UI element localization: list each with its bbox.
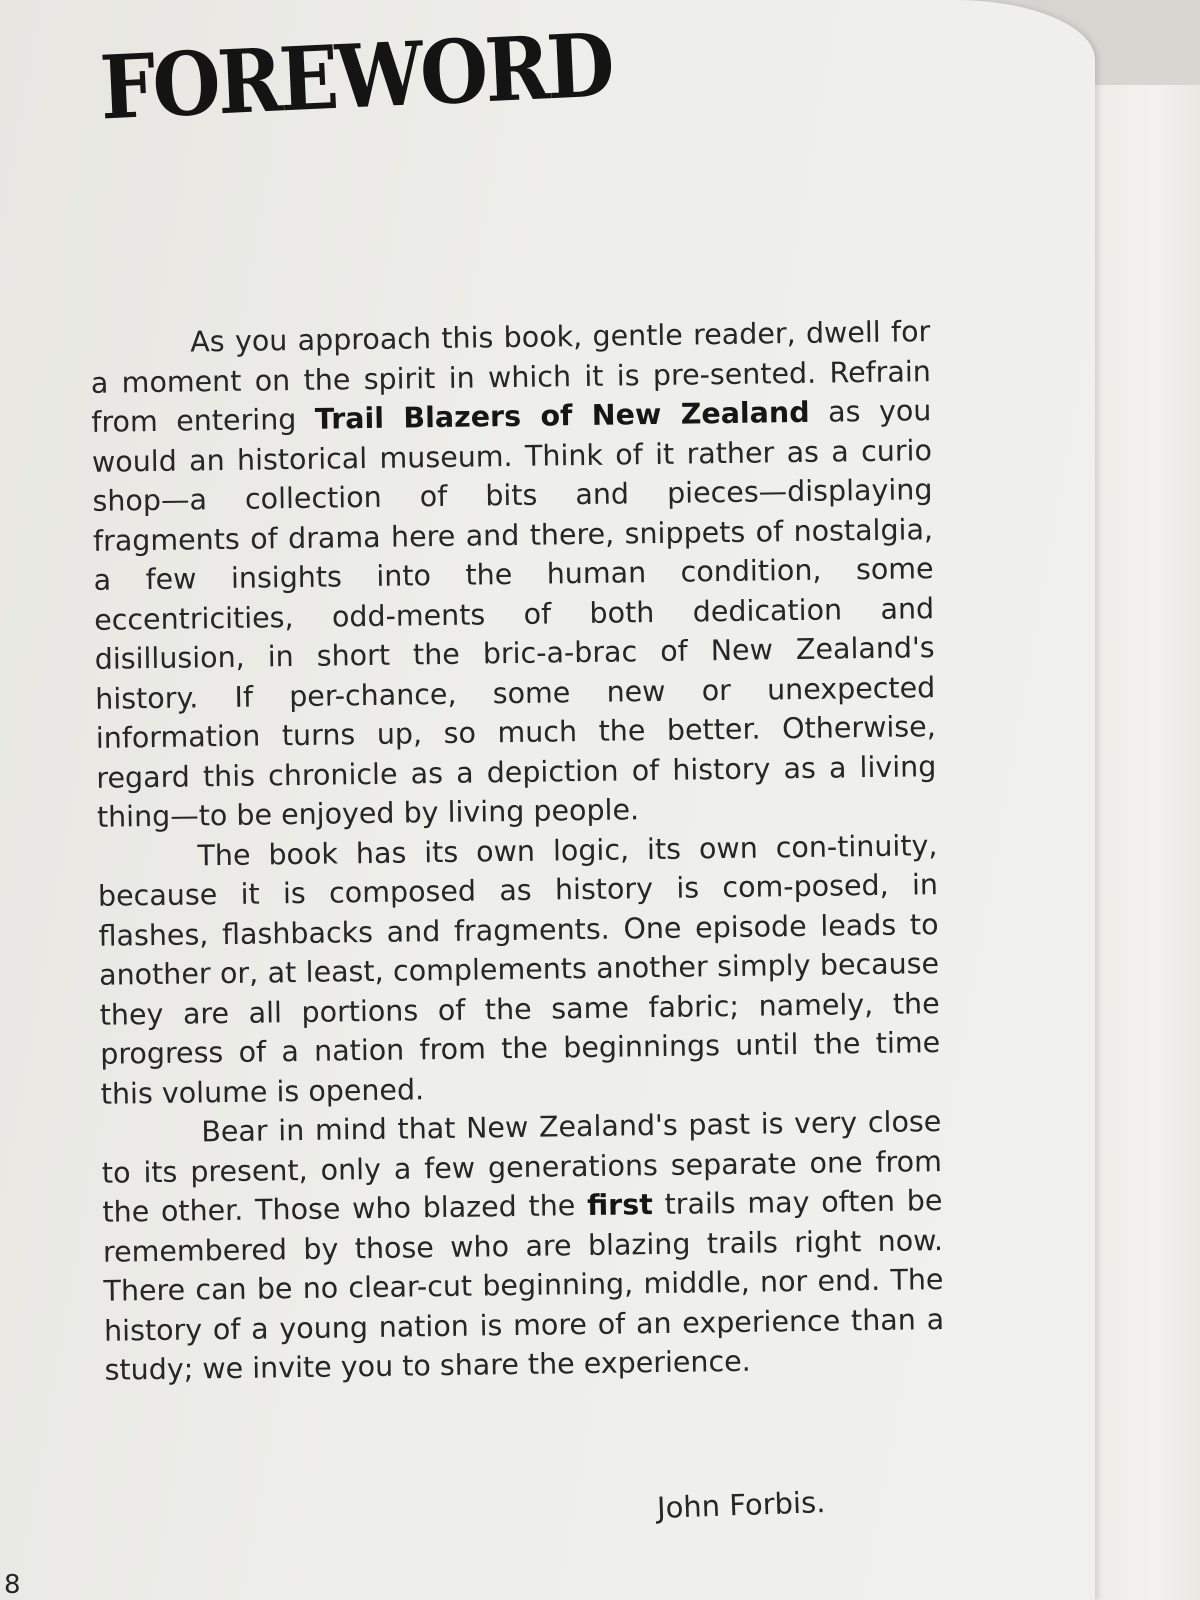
paragraph-3 xyxy=(101,1102,945,1390)
paragraph-1 xyxy=(90,312,937,837)
foreword-body xyxy=(90,312,945,1390)
first-emphasis: first xyxy=(586,1188,654,1223)
adjacent-page-edge xyxy=(1080,85,1200,1600)
paragraph-3-rest: trails may often be remembered by those who are blazing trails right now. There can be no clear-cut beginning, middle, nor end. The history of a young nation is more of an experience than a study; we invite you to share the experience. xyxy=(102,1184,945,1387)
page-number: 8 xyxy=(4,1570,21,1600)
paragraph-1-intro: As you approach this book, gentle reader, dwell for a moment on the spirit in which it is pre-sented. Refrain from entering xyxy=(90,315,932,439)
paragraph-2: The book has its own logic, its own con-tinuity, because it is composed as history is com-posed, in flashes, flashbacks and fragments. One episode leads to another or, at least, complements another simply because they are all portions of the same fabric; namely, the progress of a nation from the beginnings until the time this volume is opened. xyxy=(97,828,941,1111)
book-title-emphasis: Trail Blazers of New Zealand xyxy=(314,395,810,436)
paragraph-3-intro: Bear in mind that New Zealand's past is very close to its present, only a few generations separate one from the other. Those who blazed the xyxy=(101,1105,943,1229)
author-signature: John Forbis. xyxy=(656,1485,826,1525)
page-title: FOREWORD xyxy=(98,14,614,140)
paragraph-1-rest: as you would an historical museum. Think of it rather as a curio shop—a collection of bits and pieces—displaying fragments of drama here and there, snippets of nostalgia, a few insights into the human condition, some eccentricities, odd-ments of both dedication and disillusion, in short the bric-a-brac of New Zealand's history. If per-chance, some new or unexpected information turns up, so much the better. Otherwise, regard this chronicle as a depiction of history as a living thing—to be enjoyed by living people. xyxy=(91,394,937,834)
